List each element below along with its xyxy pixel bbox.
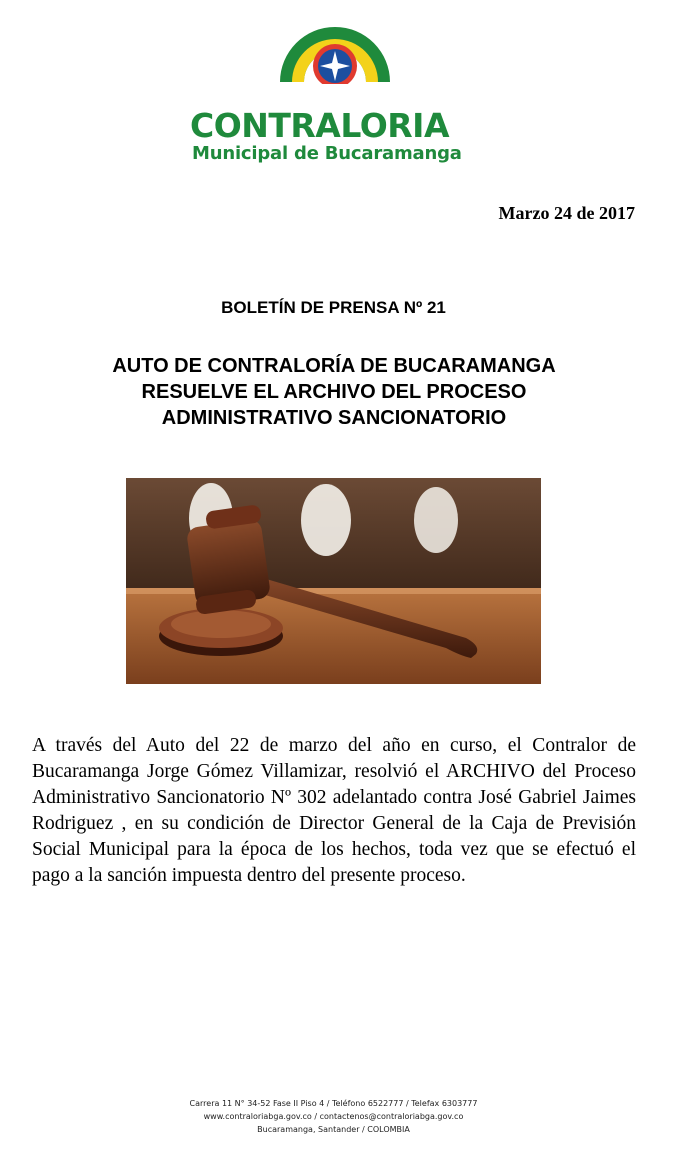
footer-address: Carrera 11 N° 34-52 Fase II Piso 4 / Teléfono 6522777 / Telefax 6303777: [189, 1099, 478, 1108]
document-date: Marzo 24 de 2017: [498, 203, 635, 223]
gavel-photo: [126, 478, 541, 684]
headline-line-1: AUTO DE CONTRALORÍA DE BUCARAMANGA: [112, 355, 556, 377]
gavel-image: [126, 478, 541, 684]
headline-line-2: RESUELVE EL ARCHIVO DEL PROCESO: [141, 381, 527, 403]
logo-emblem-icon: [278, 18, 392, 84]
body-paragraph: A través del Auto del 22 de marzo del año en curso, el Contralor de Bucaramanga Jorge Gómez Villamizar, resolvió el ARCHIVO del Proceso Administrativo Sancionatorio Nº 302 adelantado contra José Gabriel Jaimes Rodriguez , en su condición de Director General de la Caja de Previsión Social Municipal para la época de los hechos, toda vez que se efectuó el pago a la sanción impuesta dentro del presente proceso.: [32, 735, 636, 886]
bulletin-number: BOLETÍN DE PRENSA Nº 21: [221, 298, 446, 317]
headline: [60, 353, 608, 431]
footer-web-email: www.contraloriabga.gov.co / contactenos@contraloriabga.gov.co: [203, 1112, 464, 1121]
logo-title: CONTRALORIA: [190, 106, 449, 145]
headline-line-3: ADMINISTRATIVO SANCIONATORIO: [161, 407, 507, 429]
footer-contact: [0, 1097, 667, 1136]
logo-subtitle: Municipal de Bucaramanga: [192, 143, 462, 164]
contraloria-logo: [190, 18, 480, 164]
footer-location: Bucaramanga, Santander / COLOMBIA: [257, 1125, 410, 1134]
